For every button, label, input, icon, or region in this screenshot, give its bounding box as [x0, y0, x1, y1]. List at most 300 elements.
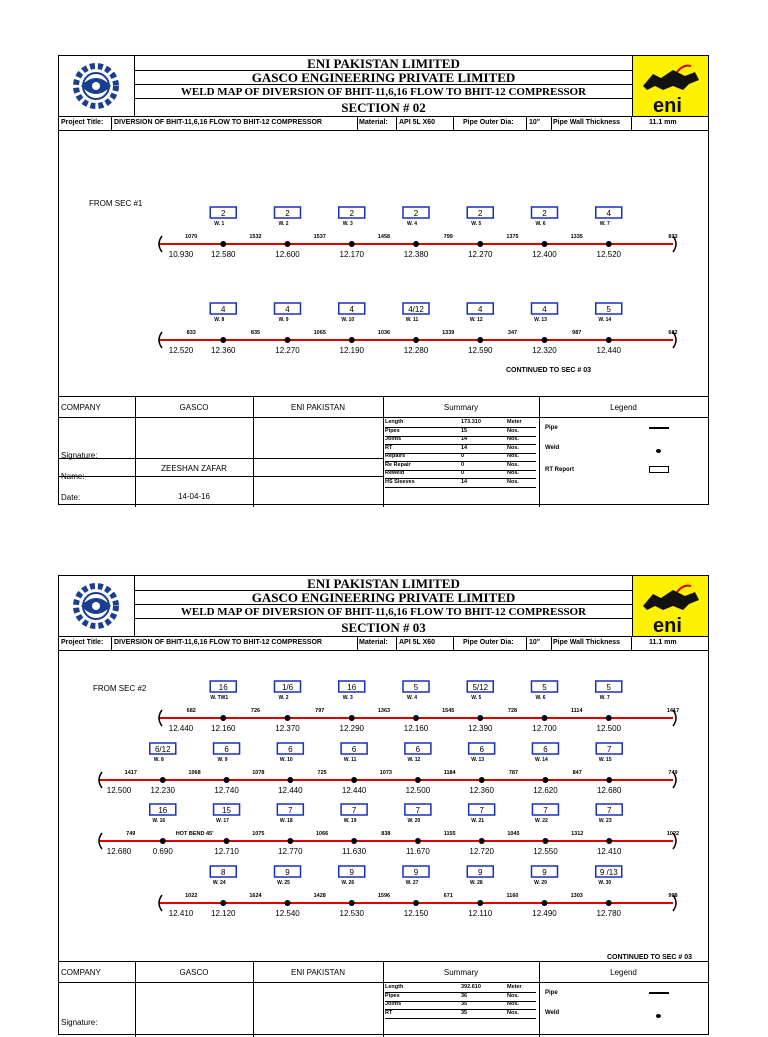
- summary-label: RT: [385, 1009, 393, 1016]
- weld-dot: [477, 900, 483, 906]
- weld-map-title: WELD MAP OF DIVERSION OF BHIT-11,6,16 FLOW TO BHIT-12 COMPRESSOR: [135, 85, 632, 99]
- wall-thickness-reading: 12.490: [532, 909, 557, 918]
- material-label: Material:: [359, 639, 388, 646]
- pipe-length: 847: [572, 770, 582, 776]
- summary-value: 14: [461, 444, 468, 451]
- weld-dot: [542, 715, 548, 721]
- rt-report-number: 8: [221, 868, 226, 877]
- weld-map-title: WELD MAP OF DIVERSION OF BHIT-11,6,16 FLOW TO BHIT-12 COMPRESSOR: [135, 605, 632, 619]
- weld-number: W. 5: [471, 221, 482, 227]
- pipe-length: 347: [507, 330, 518, 336]
- wall-thickness-reading: 12.440: [278, 786, 303, 795]
- sheet-footer: [59, 961, 708, 1037]
- weld-dot: [477, 337, 483, 343]
- weld-dot: [542, 777, 548, 783]
- weld-dot: [349, 337, 355, 343]
- summary-row: [385, 1010, 536, 1019]
- rt-report-number: 4: [542, 305, 547, 314]
- wall-thickness-reading: 12.440: [596, 346, 621, 355]
- wall-thickness-reading: 12.290: [339, 724, 364, 733]
- weld-dot: [606, 900, 612, 906]
- rt-report-number: 9: [349, 868, 354, 877]
- weld-dot: [542, 900, 548, 906]
- weld-number: W. 4: [406, 695, 418, 701]
- weld-number: W. 2: [278, 221, 289, 227]
- summary-value: 35: [461, 1001, 468, 1007]
- wall-thickness-reading: 11.670: [405, 847, 430, 856]
- summary-unit: Nos.: [507, 427, 519, 434]
- summary-unit: Meter: [507, 419, 522, 425]
- wall-thickness-reading: 12.520: [596, 250, 621, 259]
- pipe-length: 1312: [571, 831, 584, 837]
- weld-number: W. 3: [342, 221, 353, 227]
- summary-label: RT: [385, 444, 393, 451]
- wall-thickness-reading: 10.930: [168, 250, 194, 259]
- wall-thickness-reading: 12.550: [533, 847, 558, 856]
- pipe-length: 1624: [249, 893, 262, 899]
- project-info-row: [59, 116, 708, 131]
- summary-label: Repairs: [385, 453, 406, 459]
- rt-report-number: 5: [606, 683, 611, 692]
- eni-logo-text: eni: [653, 615, 682, 636]
- rt-report-number: 6/12: [154, 745, 171, 754]
- weld-map-sheet-section-03: [58, 575, 709, 1035]
- pipe-length: 1339: [442, 330, 455, 336]
- legend-pipe-label: Pipe: [545, 990, 558, 996]
- weld-dot: [160, 838, 166, 844]
- project-title-label: Project Title:: [61, 119, 104, 126]
- wall-thickness-reading: 12.720: [469, 847, 494, 856]
- summary-unit: Nos.: [507, 992, 519, 999]
- rt-report-number: 6: [479, 745, 484, 754]
- gasco-logo: [59, 56, 135, 116]
- pipe-length: 671: [443, 893, 453, 899]
- pipe-length: 1022: [666, 831, 680, 837]
- pipe-length: 1335: [570, 234, 583, 240]
- weld-number: W. 11: [343, 757, 357, 763]
- continued-label: CONTINUED TO SEC # 03: [607, 954, 693, 961]
- weld-number: W. 1: [214, 221, 225, 227]
- pipe-od-value: 10": [529, 119, 541, 126]
- company-eni: ENI PAKISTAN: [291, 968, 345, 977]
- wall-thickness-reading: 12.410: [168, 909, 194, 918]
- wall-thickness-label: Pipe Wall Thickness: [553, 639, 621, 646]
- weld-number: W. 7: [599, 695, 610, 701]
- wall-thickness-reading: 12.370: [275, 724, 300, 733]
- summary-label: Pipes: [385, 992, 400, 999]
- company-eni: ENI PAKISTAN: [291, 403, 345, 412]
- summary-value: 14: [461, 436, 468, 442]
- pipe-length: 682: [186, 708, 196, 714]
- wall-thickness-reading: 12.280: [403, 346, 429, 355]
- wall-thickness-reading: 12.390: [468, 724, 493, 733]
- pipe-length: 1066: [315, 831, 329, 837]
- company-label: COMPANY: [61, 403, 101, 412]
- weld-number: W. 15: [598, 757, 612, 763]
- rt-report-number: 7: [288, 806, 293, 815]
- wall-thickness-reading: 12.160: [403, 724, 429, 733]
- eni-dog-icon: [633, 56, 708, 116]
- pipe-length: 833: [186, 330, 196, 336]
- pipe-length: 1065: [313, 330, 326, 336]
- rt-box-icon: [649, 466, 669, 473]
- wall-thickness-reading: 12.500: [405, 786, 431, 795]
- weld-dot: [413, 900, 419, 906]
- wall-thickness-reading: 12.540: [275, 909, 300, 918]
- wall-thickness-reading: 12.150: [403, 909, 429, 918]
- rt-report-number: 4: [478, 305, 483, 314]
- summary-unit: Nos.: [507, 478, 519, 485]
- summary-unit: Nos.: [507, 444, 519, 451]
- rt-report-number: 16: [158, 806, 168, 815]
- weld-dot: [220, 241, 226, 247]
- wall-thickness-label: Pipe Wall Thickness: [553, 119, 621, 126]
- pipe-length: 1375: [506, 234, 519, 240]
- weld-dot: [479, 777, 485, 783]
- weld-dot: [477, 715, 483, 721]
- pipe-length: 749: [126, 831, 136, 837]
- company-line-1: ENI PAKISTAN LIMITED: [135, 56, 632, 71]
- weld-dot: [413, 241, 419, 247]
- date-value: 14-04-16: [177, 492, 211, 501]
- summary-value: 0: [461, 461, 465, 468]
- summary-label: Reweld: [385, 470, 405, 476]
- company-line-2: GASCO ENGINEERING PRIVATE LIMITED: [135, 591, 632, 605]
- rt-report-number: 6: [288, 745, 293, 754]
- weld-dot: [349, 715, 355, 721]
- rt-report-number: 9: [285, 868, 290, 877]
- weld-dot: [285, 337, 291, 343]
- summary-value: 36: [461, 992, 468, 999]
- summary-value: 15: [461, 427, 468, 434]
- wall-thickness-reading: 12.700: [532, 724, 557, 733]
- weld-number: W. 6: [535, 221, 546, 227]
- material-value: API 5L X60: [399, 639, 436, 646]
- weld-dot: [415, 838, 421, 844]
- weld-dot: [351, 777, 357, 783]
- weld-number: W. 13: [534, 317, 547, 323]
- weld-dot: [220, 900, 226, 906]
- wall-thickness-reading: 12.270: [468, 250, 493, 259]
- weld-dot: [349, 241, 355, 247]
- summary-value: 392.610: [461, 984, 481, 990]
- weld-dot: [606, 838, 612, 844]
- company-line-2: GASCO ENGINEERING PRIVATE LIMITED: [135, 71, 632, 85]
- weld-number: W. 14: [535, 757, 548, 763]
- weld-dot: [285, 241, 291, 247]
- weld-number: W. 24: [212, 880, 226, 886]
- wall-thickness-reading: 12.680: [596, 786, 622, 795]
- project-title-label: Project Title:: [61, 639, 104, 646]
- company-gasco: GASCO: [179, 968, 209, 977]
- rt-report-number: 4: [349, 305, 354, 314]
- weld-dot-icon: [656, 449, 661, 453]
- summary-label: Joints: [385, 436, 402, 442]
- rt-report-number: 2: [221, 209, 226, 218]
- legend-pipe-label: Pipe: [545, 425, 558, 431]
- pipe-length: 725: [317, 770, 327, 776]
- gasco-gear-icon: [59, 56, 134, 116]
- weld-dot: [160, 777, 166, 783]
- pipe-length: 1596: [377, 893, 391, 899]
- legend-weld-label: Weld: [545, 445, 560, 451]
- eni-logo: [632, 56, 708, 116]
- rt-report-number: 9: [478, 868, 483, 877]
- pipe-length: 797: [315, 708, 325, 714]
- pipe-length: 1045: [507, 831, 520, 837]
- weld-map-sheet-section-02: [58, 55, 709, 505]
- rt-report-number: 6: [351, 745, 357, 754]
- rt-report-number: 6: [224, 745, 229, 754]
- wall-thickness-reading: 12.500: [596, 724, 621, 733]
- wall-thickness-reading: 12.780: [596, 909, 621, 918]
- weld-dot: [606, 337, 612, 343]
- pipe-od-label: Pipe Outer Dia:: [463, 639, 514, 646]
- weld-dot: [606, 777, 612, 783]
- wall-thickness-reading: 12.120: [211, 909, 236, 918]
- summary-label: Length: [385, 984, 404, 990]
- wall-thickness-reading: 12.230: [150, 786, 176, 795]
- section-title: SECTION # 02: [341, 100, 426, 115]
- rt-report-number: 1/6: [281, 683, 294, 692]
- project-info-row: [59, 636, 708, 651]
- pipe-length: 1155: [443, 831, 456, 837]
- pipe-length: 1537: [313, 234, 326, 240]
- date-label: Date:: [61, 493, 81, 502]
- weld-number: W. 28: [469, 880, 483, 886]
- wall-thickness-reading: 12.530: [339, 909, 364, 918]
- weld-number: W. 12: [469, 317, 483, 323]
- rt-report-number: 9: [413, 868, 419, 877]
- summary-value: 0: [461, 453, 465, 459]
- rt-report-number: 5: [542, 683, 547, 692]
- weld-dot: [220, 715, 226, 721]
- rt-report-number: 6: [415, 745, 421, 754]
- pipe-length: 787: [508, 770, 519, 776]
- pipe-length: 1532: [249, 234, 262, 240]
- wall-thickness-reading: 12.740: [214, 786, 239, 795]
- summary-unit: Nos.: [507, 1009, 519, 1016]
- pipe-line-icon: [649, 427, 669, 429]
- weld-number: W. 12: [407, 757, 421, 763]
- summary-unit: Nos.: [507, 453, 519, 459]
- weld-dot: [224, 838, 230, 844]
- eni-dog-icon: [633, 576, 708, 636]
- rt-report-number: 7: [415, 806, 421, 815]
- from-section-label: FROM SEC #2: [93, 684, 147, 693]
- weld-number: W. 23: [598, 818, 612, 824]
- name-label: Name:: [61, 472, 85, 481]
- wall-thickness-reading: 12.360: [469, 786, 494, 795]
- wall-thickness-reading: 12.380: [403, 250, 429, 259]
- wall-thickness-value: 11.1 mm: [649, 119, 677, 126]
- summary-unit: Nos.: [507, 1001, 519, 1007]
- weld-number: W. 30: [598, 880, 612, 886]
- rt-report-number: 2: [542, 209, 547, 218]
- weld-number: W. 18: [279, 818, 293, 824]
- rt-report-number: 6: [543, 745, 548, 754]
- weld-number: W. 7: [599, 221, 610, 227]
- rt-report-number: 7: [351, 806, 357, 815]
- weld-number: W. 9: [217, 757, 228, 763]
- wall-thickness-reading: 12.170: [339, 250, 364, 259]
- rt-report-number: 5/12: [472, 683, 489, 692]
- weld-dot: [477, 241, 483, 247]
- weld-dot: [542, 838, 548, 844]
- signature-label: Signature:: [61, 1018, 98, 1027]
- weld-dot: [220, 337, 226, 343]
- legend-weld-label: Weld: [545, 1010, 560, 1016]
- weld-number: W. 29: [534, 880, 547, 886]
- material-label: Material:: [359, 119, 388, 126]
- pipe-length: 838: [381, 831, 391, 837]
- rt-report-number: 2: [285, 209, 290, 218]
- rt-report-number: 9 /13: [599, 868, 618, 877]
- summary-unit: Meter: [507, 984, 522, 990]
- pipe-length: 1068: [188, 770, 201, 776]
- project-title-value: DIVERSION OF BHIT-11,6,16 FLOW TO BHIT-12 COMPRESSOR: [114, 639, 322, 646]
- rt-report-number: 7: [606, 745, 612, 754]
- weld-number: W. 26: [341, 880, 355, 886]
- rt-report-number: 2: [478, 209, 483, 218]
- weld-number: W. 11: [405, 317, 419, 323]
- wall-thickness-reading: 12.440: [168, 724, 194, 733]
- wall-thickness-reading: 12.270: [275, 346, 300, 355]
- weld-dot: [413, 715, 419, 721]
- weld-number: W. 5: [471, 695, 482, 701]
- weld-dot: [479, 838, 485, 844]
- weld-number: W. 21: [471, 818, 485, 824]
- wall-thickness-reading: 12.400: [532, 250, 557, 259]
- summary-unit: Nos.: [507, 436, 519, 442]
- rt-report-number: 4/12: [408, 305, 424, 314]
- weld-dot: [351, 838, 357, 844]
- weld-number: W. 20: [407, 818, 421, 824]
- pipe-length: 1545: [442, 708, 455, 714]
- weld-number: W. 16: [152, 818, 166, 824]
- wall-thickness-reading: 12.520: [168, 346, 194, 355]
- summary-value: 173.310: [461, 419, 481, 425]
- pipe-length: 1417: [666, 708, 680, 714]
- wall-thickness-reading: 12.500: [106, 786, 132, 795]
- pipe-length: 799: [443, 234, 453, 240]
- legend-rt-label: RT Report: [545, 467, 574, 473]
- pipe-length: 1363: [377, 708, 391, 714]
- company-line-1: ENI PAKISTAN LIMITED: [135, 576, 632, 591]
- weld-dot: [285, 900, 291, 906]
- weld-dot: [413, 337, 419, 343]
- weld-dot: [542, 337, 548, 343]
- weld-dot: [285, 715, 291, 721]
- weld-number: W. 6: [535, 695, 546, 701]
- company-gasco: GASCO: [179, 403, 209, 412]
- weld-number: W. TW1: [210, 695, 229, 701]
- weld-number: W. 9: [278, 317, 289, 323]
- weld-number: W. 25: [277, 880, 290, 886]
- pipe-length: 1078: [252, 770, 265, 776]
- wall-thickness-reading: 12.600: [275, 250, 300, 259]
- name-value: ZEESHAN ZAFAR: [161, 464, 227, 473]
- weld-number: W. 19: [343, 818, 357, 824]
- wall-thickness-reading: 0.690: [152, 847, 173, 856]
- sheet-footer: [59, 396, 708, 507]
- weld-dot: [287, 777, 293, 783]
- summary-label: Length: [385, 419, 404, 425]
- rt-report-number: 4: [285, 305, 290, 314]
- pipe-line-icon: [649, 992, 669, 994]
- summary-value: 35: [461, 1009, 468, 1016]
- rt-report-number: 7: [543, 806, 548, 815]
- pipe-length: 998: [668, 893, 678, 899]
- weld-number: W. 13: [471, 757, 485, 763]
- project-title-value: DIVERSION OF BHIT-11,6,16 FLOW TO BHIT-12 COMPRESSOR: [114, 119, 322, 126]
- weld-number: W. 8: [153, 757, 164, 763]
- wall-thickness-reading: 12.710: [214, 847, 239, 856]
- rt-report-number: 15: [222, 806, 232, 815]
- weld-map-drawing: [59, 651, 708, 961]
- rt-report-number: 5: [606, 305, 611, 314]
- pipe-od-value: 10": [529, 639, 541, 646]
- wall-thickness-reading: 12.110: [468, 909, 493, 918]
- legend-title: Legend: [610, 403, 637, 412]
- summary-label: Re Repair: [385, 461, 411, 468]
- wall-thickness-reading: 12.580: [211, 250, 236, 259]
- weld-number: W. 2: [278, 695, 289, 701]
- wall-thickness-reading: 11.630: [342, 847, 367, 856]
- summary-title: Summary: [443, 403, 479, 412]
- company-label: COMPANY: [61, 968, 101, 977]
- sheet-header: [59, 56, 708, 116]
- summary-label: Pipes: [385, 427, 400, 434]
- wall-thickness-reading: 12.620: [533, 786, 558, 795]
- wall-thickness-reading: 12.410: [596, 847, 622, 856]
- weld-number: W. 17: [216, 818, 229, 824]
- weld-dot: [287, 838, 293, 844]
- weld-number: W. 10: [279, 757, 293, 763]
- pipe-length: 682: [668, 330, 678, 336]
- continued-label: CONTINUED TO SEC # 03: [506, 367, 592, 374]
- eni-logo: [632, 576, 708, 636]
- section-title: SECTION # 03: [341, 620, 426, 635]
- signature-label: Signature:: [61, 451, 98, 460]
- pipe-length: 1458: [377, 234, 391, 240]
- weld-number: W. 14: [598, 317, 612, 323]
- rt-report-number: 9: [542, 868, 547, 877]
- gasco-logo: [59, 576, 135, 636]
- pipe-length: 1114: [570, 708, 583, 714]
- pipe-length: 1075: [252, 831, 265, 837]
- weld-number: W. 10: [341, 317, 355, 323]
- summary-label: HS Sleeves: [385, 478, 415, 485]
- from-section-label: FROM SEC #1: [89, 199, 143, 208]
- weld-dot: [415, 777, 421, 783]
- pipe-length: 1070: [185, 234, 198, 240]
- rt-report-number: 16: [218, 683, 228, 692]
- weld-number: W. 8: [214, 317, 225, 323]
- pipe-length: 726: [250, 708, 261, 714]
- pipe-length: 1160: [506, 893, 519, 899]
- wall-thickness-reading: 12.190: [339, 346, 364, 355]
- weld-number: W. 3: [342, 695, 353, 701]
- weld-dot: [224, 777, 230, 783]
- summary-value: 14: [461, 478, 468, 485]
- summary-unit: Nos.: [507, 461, 519, 468]
- rt-report-number: 4: [606, 209, 611, 218]
- weld-dot: [606, 241, 612, 247]
- rt-report-number: 7: [606, 806, 612, 815]
- summary-unit: Nos.: [507, 470, 519, 476]
- summary-value: 0: [461, 470, 465, 476]
